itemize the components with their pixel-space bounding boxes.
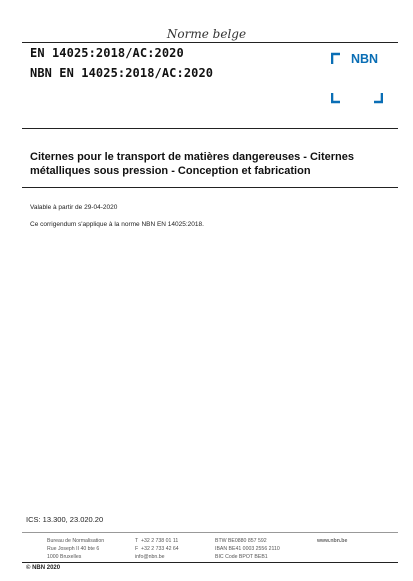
- nbn-logo: [331, 51, 383, 104]
- ics-codes: ICS: 13.300, 23.020.20: [26, 515, 104, 524]
- document-reference-nbn: NBN EN 14025:2018/AC:2020: [30, 66, 214, 80]
- copyright-notice: © NBN 2020: [26, 565, 61, 571]
- corrigendum-note: Ce corrigendum s'applique à la norme NBN EN 14025:2018.: [30, 221, 204, 228]
- footer-divider: [22, 532, 398, 533]
- nbn-logo-icon: [331, 51, 383, 104]
- footer-contact: T +32 2 738 01 11 F +32 2 733 42 64 info@nbn.be: [135, 538, 179, 560]
- footer-bank: BTW BE0880 857 592 IBAN BE41 0003 2556 2110 BIC Code BPOT BEB1: [215, 538, 280, 560]
- document-reference-en: EN 14025:2018/AC:2020: [30, 46, 184, 60]
- header-divider: [22, 128, 398, 129]
- title-divider: [22, 187, 398, 188]
- document-title: Citernes pour le transport de matières dangereuses - Citernes métalliques sous pression - Conception et fabrication: [30, 151, 354, 177]
- top-divider: [22, 42, 398, 43]
- norme-belge-label: Norme belge: [166, 27, 247, 41]
- footer-address: Bureau de Normalisation Rue Joseph II 40 bte 6 1000 Bruxelles: [47, 538, 105, 560]
- footer-website[interactable]: www.nbn.be: [317, 538, 348, 544]
- bottom-divider: [22, 562, 398, 563]
- nbn-logo-text: NBN: [351, 52, 379, 66]
- validity-date: Valable à partir de 29-04-2020: [30, 204, 118, 211]
